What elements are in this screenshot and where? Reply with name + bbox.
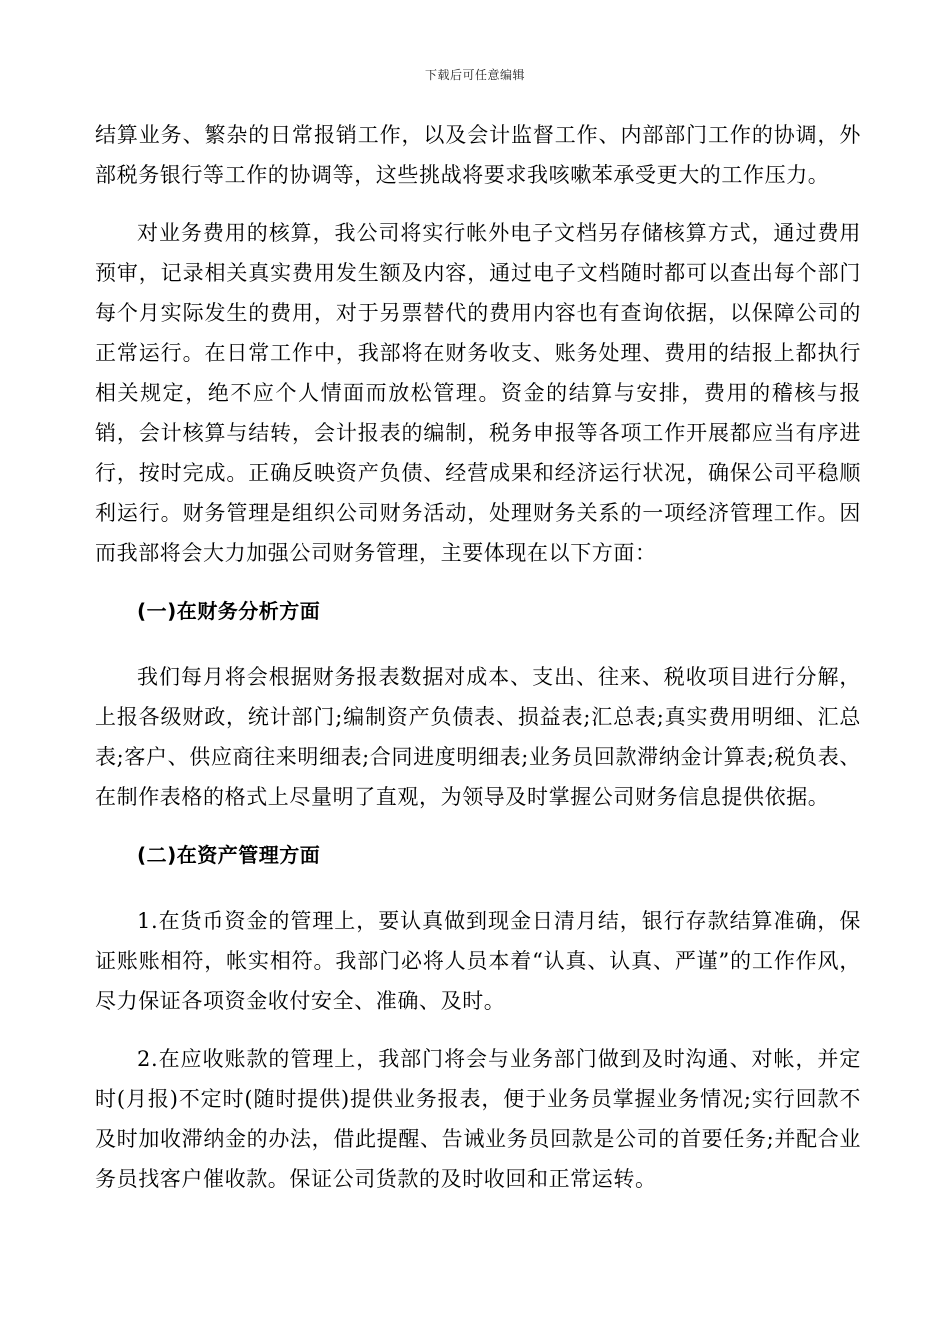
section-heading-financial-analysis: (一)在财务分析方面 <box>137 599 321 623</box>
paragraph-financial-analysis: 我们每月将会根据财务报表数据对成本、支出、往来、税收项目进行分解，上报各级财政，统计部门;编制资产负债表、损益表;汇总表;真实费用明细、汇总表;客户、供应商往来明细表;合同进度明细表;业务员回款滞纳金计算表;税负表、在制作表格的格式上尽量明了直观，为领导及时掌握公司财务信息提供依据。 <box>95 665 861 809</box>
header-note: 下载后可任意编辑 <box>424 68 525 82</box>
paragraph-cash-management: 1.在货币资金的管理上，要认真做到现金日清月结，银行存款结算准确，保证账账相符，帐实相符。我部门必将人员本着“认真、认真、严谨”的工作作风，尽力保证各项资金收付安全、准确、及时。 <box>95 909 861 1013</box>
paragraph-continuation: 结算业务、繁杂的日常报销工作，以及会计监督工作、内部部门工作的协调，外部税务银行等工作的协调等，这些挑战将要求我咳嗽苯承受更大的工作压力。 <box>95 123 861 187</box>
document-body <box>95 115 861 1217</box>
section-heading-asset-management: (二)在资产管理方面 <box>137 843 321 867</box>
paragraph-receivables-management: 2.在应收账款的管理上，我部门将会与业务部门做到及时沟通、对帐，并定时(月报)不定时(随时提供)提供业务报表，便于业务员掌握业务情况;实行回款不及时加收滞纳金的办法，借此提醒、告诫业务员回款是公司的首要任务;并配合业务员找客户催收款。保证公司货款的及时收回和正常运转。 <box>95 1047 861 1191</box>
paragraph-expense-accounting: 对业务费用的核算，我公司将实行帐外电子文档另存储核算方式，通过费用预审，记录相关真实费用发生额及内容，通过电子文档随时都可以查出每个部门每个月实际发生的费用，对于另票替代的费用内容也有查询依据，以保障公司的正常运行。在日常工作中，我部将在财务收支、账务处理、费用的结报上都执行相关规定，绝不应个人情面而放松管理。资金的结算与安排，费用的稽核与报销，会计核算与结转，会计报表的编制，税务申报等各项工作开展都应当有序进行，按时完成。正确反映资产负债、经营成果和经济运行状况，确保公司平稳顺利运行。财务管理是组织公司财务活动，处理财务关系的一项经济管理工作。因而我部将会大力加强公司财务管理，主要体现在以下方面： <box>95 221 861 565</box>
